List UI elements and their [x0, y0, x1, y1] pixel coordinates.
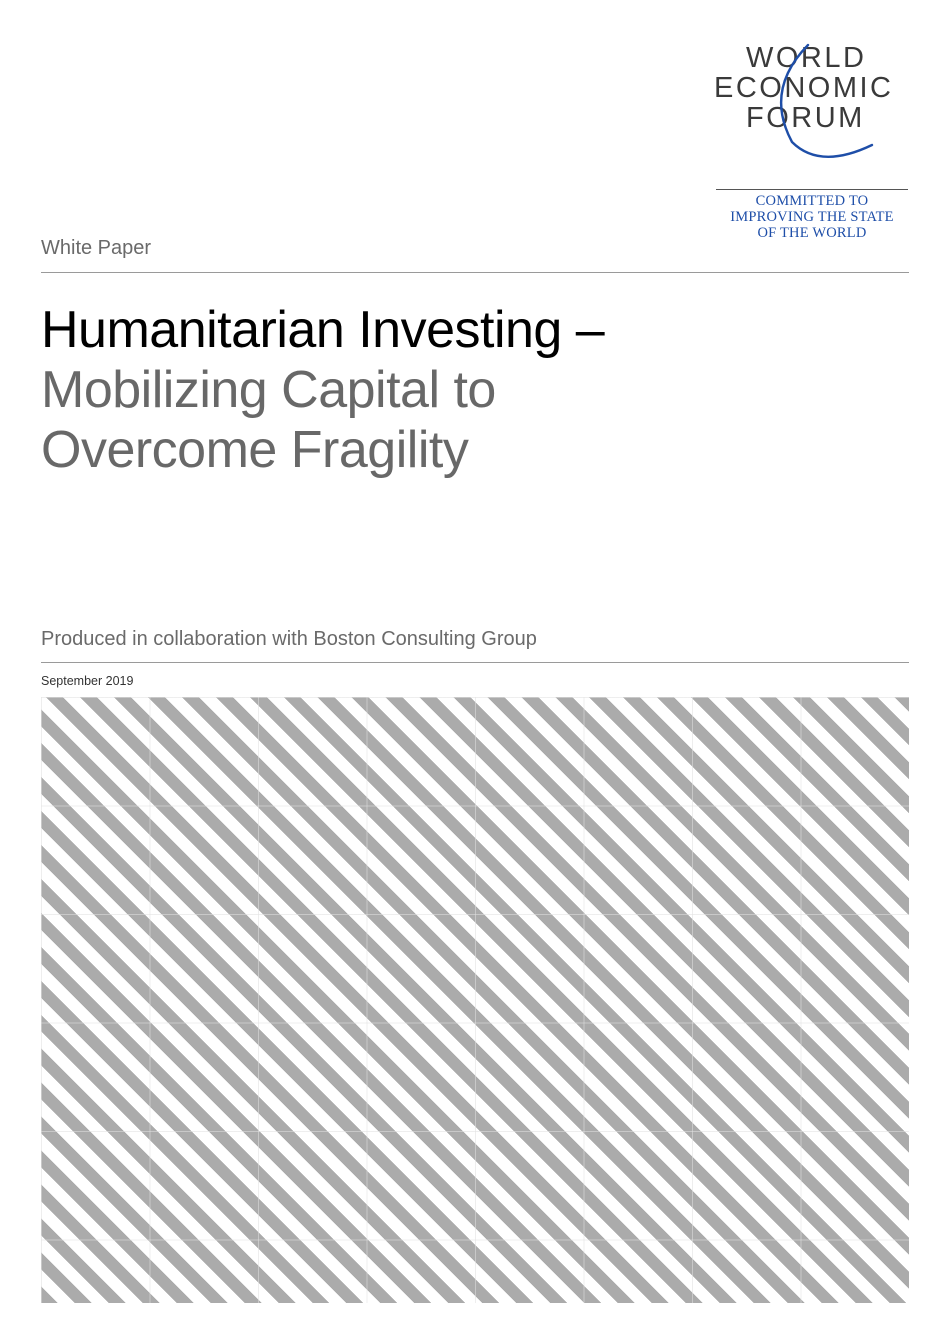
logo-wordmark	[712, 40, 912, 165]
pattern-grid-overlay	[41, 697, 909, 1303]
credits-divider	[41, 662, 909, 663]
tagline-line-1: COMMITTED TO	[755, 193, 869, 209]
diagonal-stripe-panel	[41, 697, 909, 1303]
page-title	[41, 300, 901, 480]
logo-divider	[716, 189, 908, 190]
logo-line-forum: FORUM	[746, 102, 865, 134]
tagline-line-2: IMPROVING THE STATE	[730, 209, 894, 225]
header-divider	[41, 272, 909, 273]
logo-line-economic: ECONOMIC	[714, 72, 894, 104]
logo-arc-icon	[712, 40, 912, 165]
logo-line-world: WORLD	[746, 42, 867, 74]
title-main: Humanitarian Investing –	[41, 301, 605, 359]
tagline-line-3: OF THE WORLD	[757, 225, 867, 241]
collaboration-credit: Produced in collaboration with Boston Consulting Group	[41, 628, 537, 650]
wef-logo	[712, 40, 912, 245]
logo-tagline	[712, 193, 912, 241]
title-subtitle-line-2: Overcome Fragility	[41, 421, 469, 479]
document-type-label: White Paper	[41, 237, 152, 259]
publication-date: September 2019	[41, 674, 134, 688]
title-subtitle-line-1: Mobilizing Capital to	[41, 361, 496, 419]
